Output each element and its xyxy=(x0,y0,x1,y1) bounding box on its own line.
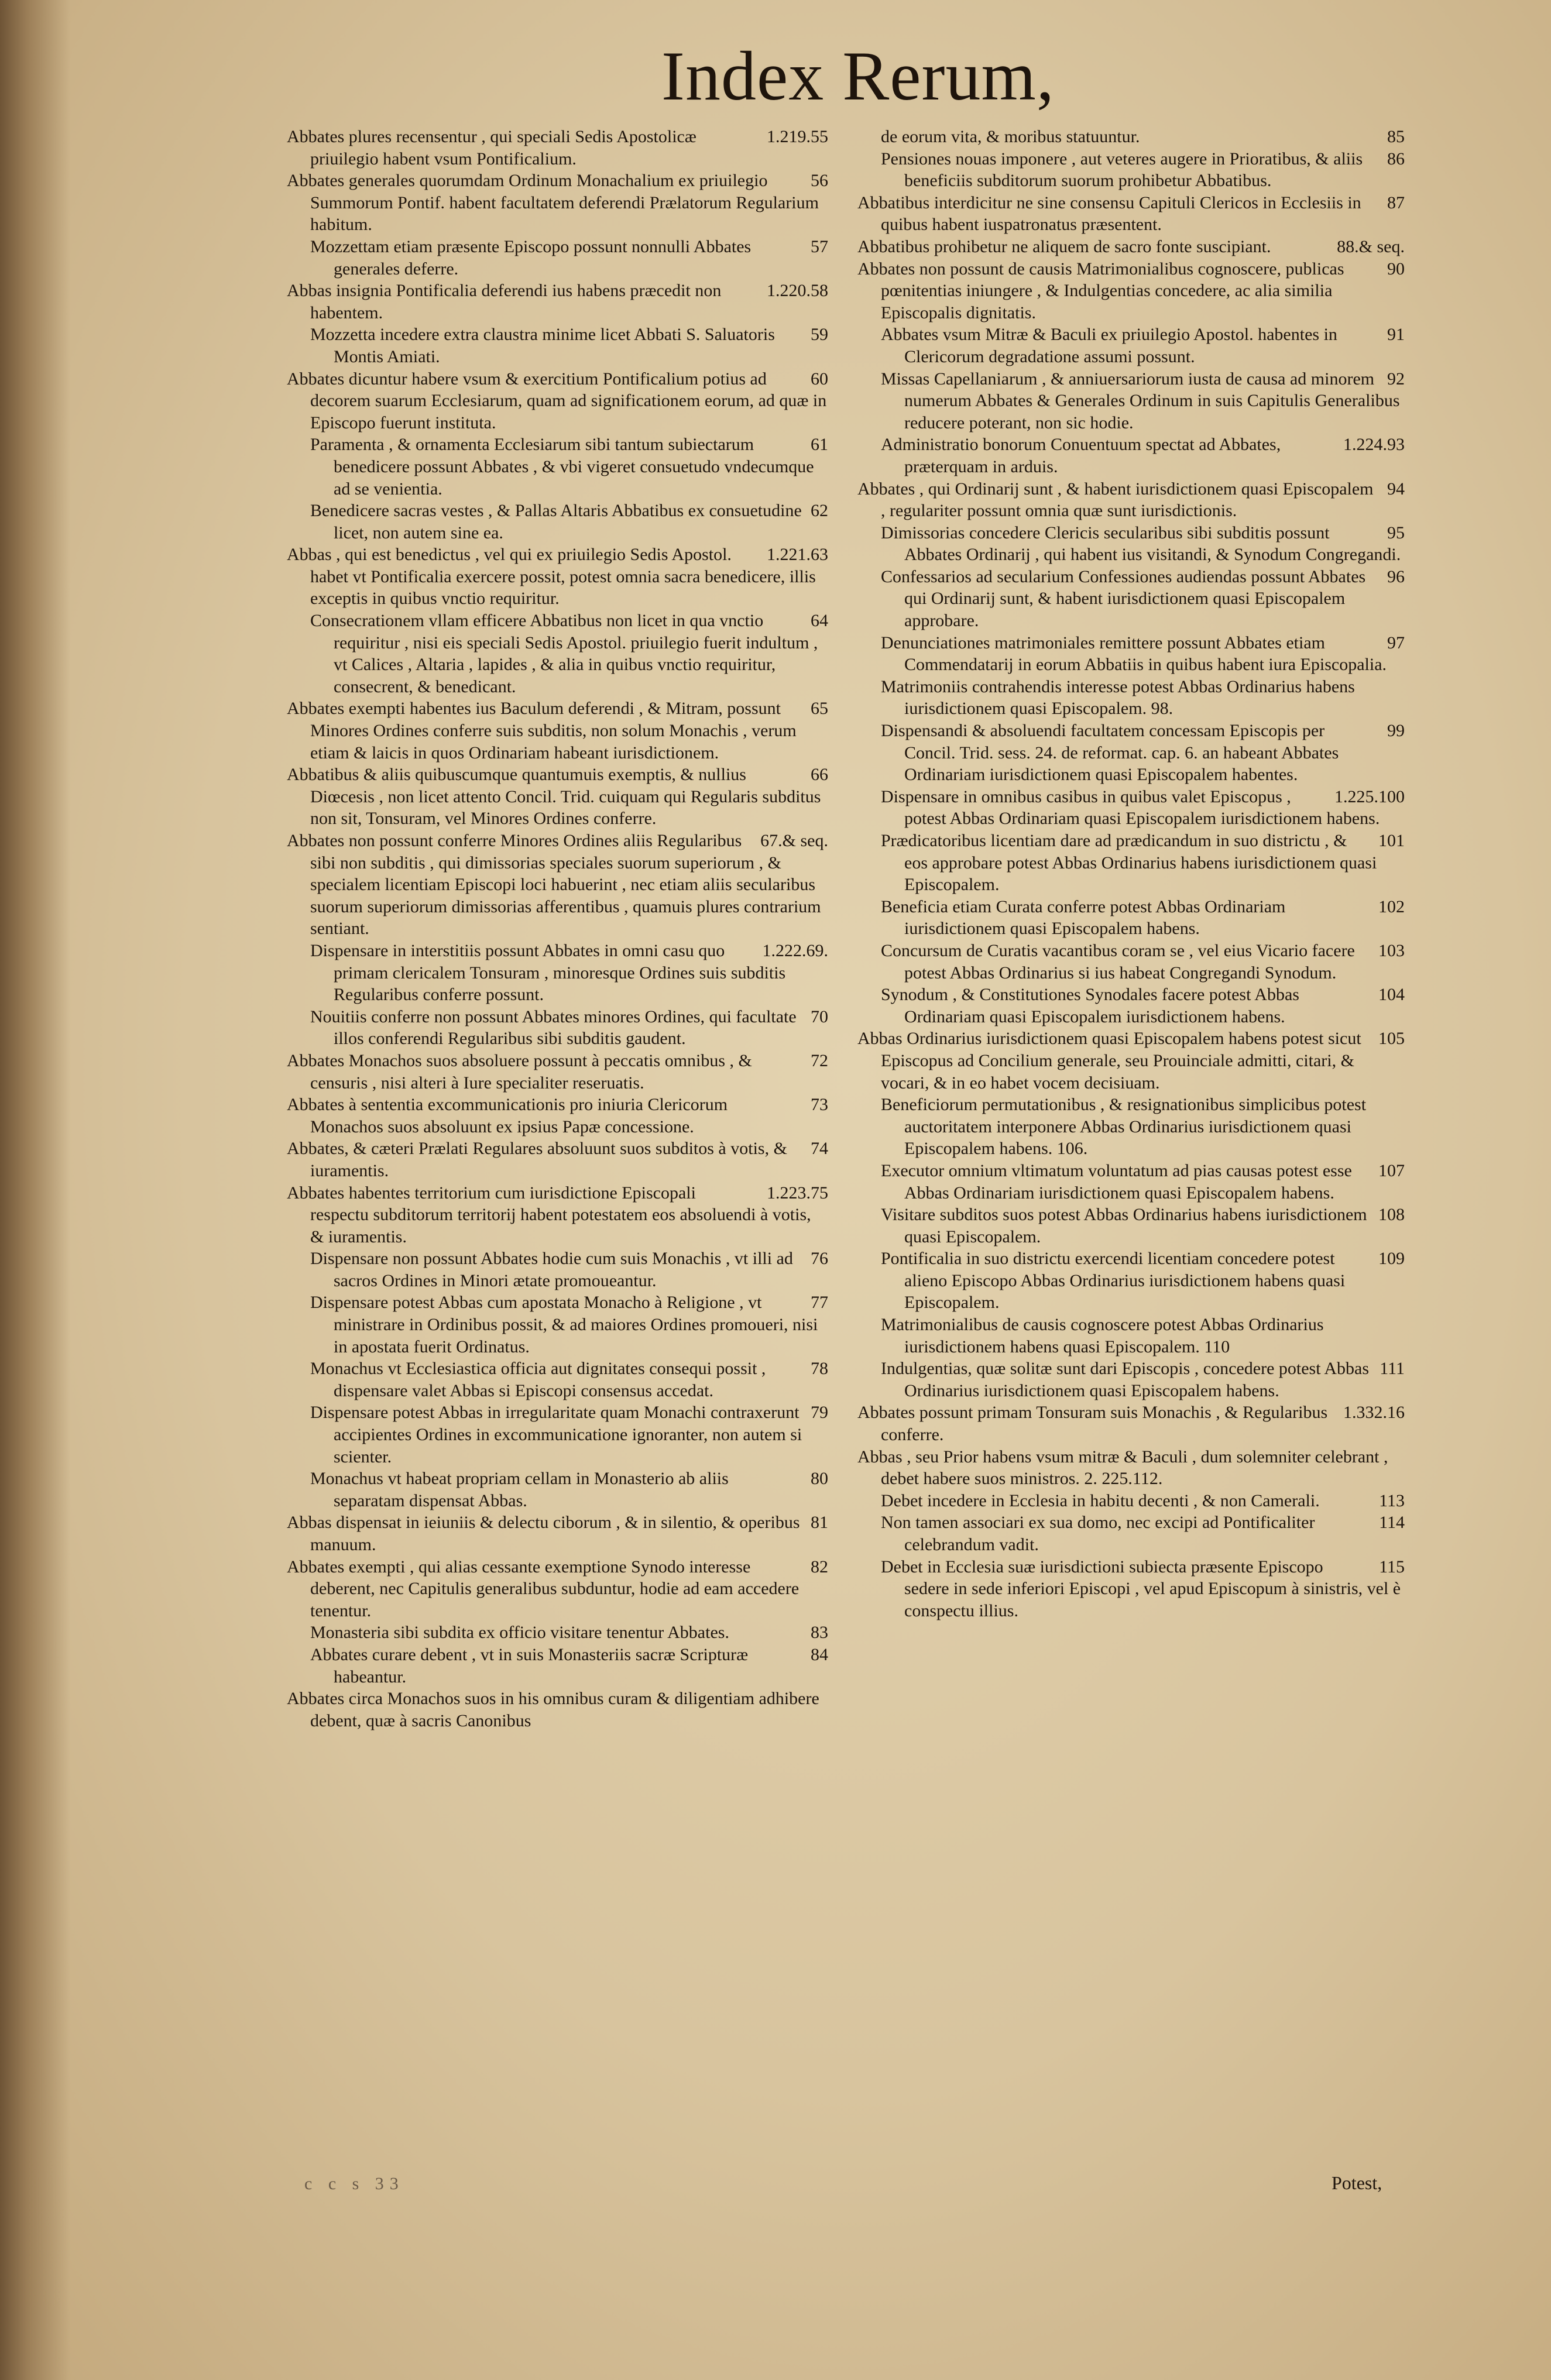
entry-text: Abbas insignia Pontificalia deferendi ius habens præcedit non habentem. xyxy=(287,281,722,322)
index-entry xyxy=(287,1556,828,1622)
entry-page-ref: 108 xyxy=(1378,1205,1405,1225)
entry-page-ref: 1.222.69. xyxy=(762,940,828,960)
signature-mark: c c s 33 xyxy=(304,2174,404,2193)
entry-page-ref: 91 xyxy=(1387,325,1405,345)
index-entry xyxy=(287,830,828,940)
entry-text: Denunciationes matrimoniales remittere possunt Abbates etiam Commendatarij in eorum Abbatiis in quibus habent iura Episcopalia. xyxy=(881,633,1387,675)
index-entry xyxy=(287,1138,828,1182)
entry-text: Missas Capellaniarum , & anniuersariorum iusta de causa ad minorem numerum Abbates & Generales Ordinum in suis Capitulis Generalibus reducere poterant, non sic hodie. xyxy=(881,369,1400,432)
index-entry xyxy=(287,1094,828,1138)
index-entry xyxy=(857,1028,1405,1094)
index-entry xyxy=(287,368,828,434)
entry-text: Abbates dicuntur habere vsum & exercitium Pontificalium potius ad decorem suarum Ecclesiarum, quam ad significationem eorum, ad quæ in Episcopo fuerunt instituta. xyxy=(287,369,827,432)
entry-text: Pontificalia in suo districtu exercendi licentiam concedere potest alieno Episcopo Abbas Ordinarius iurisdictionem habens quasi Episcopalem. xyxy=(881,1249,1346,1313)
index-entry xyxy=(287,940,828,1006)
entry-page-ref: 66 xyxy=(811,765,828,785)
entry-page-ref: 78 xyxy=(811,1359,828,1379)
index-entry xyxy=(857,676,1405,720)
index-entry xyxy=(287,1688,828,1732)
index-entry xyxy=(287,434,828,500)
entry-text: Abbates à sententia excommunicationis pro iniuria Clericorum Monachos suos absoluunt ex ipsius Papæ concessione. xyxy=(287,1095,728,1136)
entry-text: Abbas , seu Prior habens vsum mitræ & Baculi , dum solemniter celebrant , debet habere suos ministros. 2. 225.112. xyxy=(857,1447,1388,1489)
index-entry xyxy=(857,258,1405,324)
entry-text: Abbates Monachos suos absoluere possunt à peccatis omnibus , & censuris , nisi alteri à Iure specialiter reseruatis. xyxy=(287,1050,752,1093)
index-entry xyxy=(857,1556,1405,1622)
index-entry xyxy=(287,698,828,764)
entry-page-ref: 56 xyxy=(811,171,828,191)
index-entry xyxy=(287,1006,828,1050)
entry-page-ref: 1.225.100 xyxy=(1334,787,1405,806)
entry-page-ref: 57 xyxy=(811,236,828,256)
entry-page-ref: 82 xyxy=(811,1557,828,1577)
entry-page-ref: 94 xyxy=(1387,479,1405,499)
entry-page-ref: 92 xyxy=(1387,369,1405,389)
index-entry xyxy=(857,566,1405,632)
index-entry xyxy=(287,1512,828,1555)
entry-text: Abbates plures recensentur , qui speciali Sedis Apostolicæ priuilegio habent vsum Pontificalium. xyxy=(287,127,696,169)
entry-text: Dimissorias concedere Clericis secularibus sibi subditis possunt Abbates Ordinarij , qui habent ius visitandi, & Synodum Congregandi. xyxy=(881,523,1401,565)
index-entry xyxy=(857,720,1405,786)
entry-page-ref: 84 xyxy=(811,1644,828,1664)
index-entry xyxy=(857,434,1405,478)
entry-page-ref: 59 xyxy=(811,325,828,345)
entry-text: Dispensare in interstitiis possunt Abbates in omni casu quo primam clericalem Tonsuram , minoresque Ordines suis subditis Regularibus conferre possunt. xyxy=(310,940,786,1005)
index-entry xyxy=(857,896,1405,940)
index-entry xyxy=(857,368,1405,434)
entry-page-ref: 81 xyxy=(811,1513,828,1533)
entry-text: Abbas , qui est benedictus , vel qui ex priuilegio Sedis Apostol. habet vt Pontificalia exercere possit, potest omnia sacra benedicere, illis exceptis in quibus vnctio requiritur. xyxy=(287,545,816,609)
entry-page-ref: 96 xyxy=(1387,566,1405,586)
index-entry xyxy=(857,1204,1405,1248)
entry-text: Abbates non possunt conferre Minores Ordines aliis Regularibus sibi non subditis , qui dimissorias speciales suorum superiorum , & specialem licentiam Episcopi loci habuerint , nec etiam aliis secularibus suorum superiorum dimissorias afferentibus , quamuis plures contrarium sentiant. xyxy=(287,831,821,939)
entry-text: Prædicatoribus licentiam dare ad prædicandum in suo districtu , & eos approbare potest Abbas Ordinarius habens iurisdictionem quasi Episcopalem. xyxy=(881,831,1377,895)
entry-text: Abbates circa Monachos suos in his omnibus curam & diligentiam adhibere debent, quæ à sacris Canonibus xyxy=(287,1689,819,1730)
entry-text: Dispensare in omnibus casibus in quibus valet Episcopus , potest Abbas Ordinariam quasi Episcopalem iurisdictionem habens. xyxy=(881,787,1380,829)
entry-page-ref: 109 xyxy=(1378,1249,1405,1269)
entry-text: Abbas Ordinarius iurisdictionem quasi Episcopalem habens potest sicut Episcopus ad Concilium generale, seu Prouinciale admitti, citari, & vocari, & in eo habet vocem decisiuam. xyxy=(857,1029,1361,1093)
entry-text: Abbates generales quorumdam Ordinum Monachalium ex priuilegio Summorum Pontif. habent facultatem deferendi Prælatorum Regularium habitum. xyxy=(287,171,819,235)
entry-page-ref: 99 xyxy=(1387,721,1405,741)
index-entry xyxy=(287,170,828,236)
index-entry xyxy=(287,764,828,830)
entry-page-ref: 115 xyxy=(1379,1557,1405,1577)
entry-text: Abbates , qui Ordinarij sunt , & habent iurisdictionem quasi Episcopalem , regulariter possunt omnia quæ sunt iurisdictionis. xyxy=(857,479,1374,521)
index-entry xyxy=(287,1622,828,1644)
entry-page-ref: 76 xyxy=(811,1249,828,1269)
index-entry xyxy=(857,192,1405,236)
index-entry xyxy=(287,1292,828,1358)
entry-page-ref: 72 xyxy=(811,1050,828,1070)
binding-shadow xyxy=(0,0,70,2380)
index-entry xyxy=(287,324,828,368)
entry-page-ref: 79 xyxy=(811,1403,828,1423)
index-entry xyxy=(857,1248,1405,1314)
entry-page-ref: 74 xyxy=(811,1139,828,1159)
entry-text: Abbates non possunt de causis Matrimonialibus cognoscere, publicas pœnitentias iniungere , & Indulgentias concedere, ac alia similia Episcopalis dignitatis. xyxy=(857,259,1344,322)
entry-text: Synodum , & Constitutiones Synodales facere potest Abbas Ordinariam quasi Episcopalem iurisdictionem habens. xyxy=(881,985,1299,1026)
index-entry xyxy=(857,1402,1405,1445)
entry-page-ref: 1.219.55 xyxy=(767,127,828,146)
entry-text: Pensiones nouas imponere , aut veteres augere in Prioratibus, & aliis beneficiis subditorum suorum prohibetur Abbatibus. xyxy=(881,149,1363,191)
entry-text: Mozzettam etiam præsente Episcopo possunt nonnulli Abbates generales deferre. xyxy=(310,236,752,279)
index-entry xyxy=(857,1314,1405,1358)
entry-text: Administratio bonorum Conuentuum spectat ad Abbates, præterquam in arduis. xyxy=(881,435,1281,476)
index-entry xyxy=(857,522,1405,566)
entry-page-ref: 73 xyxy=(811,1095,828,1115)
index-entry xyxy=(857,478,1405,522)
entry-page-ref: 65 xyxy=(811,699,828,719)
index-entry xyxy=(287,610,828,698)
entry-text: Indulgentias, quæ solitæ sunt dari Episcopis , concedere potest Abbas Ordinarius iurisdictionem quasi Episcopalem habens. xyxy=(881,1359,1370,1400)
index-entry xyxy=(287,500,828,544)
index-entry xyxy=(287,544,828,610)
entry-text: Monachus vt habeat propriam cellam in Monasterio ab aliis separatam dispensat Abbas. xyxy=(310,1469,729,1510)
entry-text: Monasteria sibi subdita ex officio visitare tenentur Abbates. xyxy=(310,1623,729,1643)
index-entry xyxy=(287,1182,828,1248)
entry-page-ref: 97 xyxy=(1387,633,1405,652)
entry-text: Non tamen associari ex sua domo, nec excipi ad Pontificaliter celebrandum vadit. xyxy=(881,1513,1315,1554)
entry-text: Abbates exempti habentes ius Baculum deferendi , & Mitram, possunt Minores Ordines conferre suis subditis, non solum Monachis , verum etiam & laicis in quos Ordinariam habeant iurisdictionem. xyxy=(287,699,797,763)
entry-text: Abbates vsum Mitræ & Baculi ex priuilegio Apostol. habentes in Clericorum degradatione assumi possunt. xyxy=(881,325,1337,366)
entry-text: Monachus vt Ecclesiastica officia aut dignitates consequi possit , dispensare valet Abbas si Episcopi consensus accedat. xyxy=(310,1359,766,1400)
entry-page-ref: 61 xyxy=(811,435,828,455)
entry-text: Dispensare potest Abbas in irregularitate quam Monachi contraxerunt accipientes Ordines in excommunicatione ignoranter, non autem si scienter. xyxy=(310,1403,802,1467)
index-entry xyxy=(857,1446,1405,1490)
entry-text: Benedicere sacras vestes , & Pallas Altaris Abbatibus ex consuetudine licet, non autem sine ea. xyxy=(310,501,802,542)
entry-page-ref: 85 xyxy=(1387,127,1405,146)
entry-page-ref: 77 xyxy=(811,1293,828,1313)
entry-text: Abbatibus & aliis quibuscumque quantumuis exemptis, & nullius Diœcesis , non licet attento Concil. Trid. cuiquam qui Regularis subditus non sit, Tonsuram, vel Minores Ordines conferre. xyxy=(287,765,821,829)
entry-text: Visitare subditos suos potest Abbas Ordinarius habens iurisdictionem quasi Episcopalem. xyxy=(881,1205,1367,1246)
entry-page-ref: 101 xyxy=(1378,831,1405,850)
entry-page-ref: 83 xyxy=(811,1623,828,1643)
catchword: Potest, xyxy=(1332,2172,1382,2193)
entry-text: Matrimoniis contrahendis interesse potest Abbas Ordinarius habens iurisdictionem quasi Episcopalem. 98. xyxy=(881,676,1355,719)
entry-page-ref: 105 xyxy=(1378,1029,1405,1049)
entry-page-ref: 1.224.93 xyxy=(1343,435,1405,455)
entry-text: Abbas dispensat in ieiuniis & delectu ciborum , & in silentio, & operibus manuum. xyxy=(287,1513,800,1554)
index-entry xyxy=(857,1094,1405,1160)
index-entry xyxy=(287,1402,828,1468)
entry-text: Abbatibus interdicitur ne sine consensu Capituli Clericos in Ecclesiis in quibus habent iuspatronatus præsentent. xyxy=(857,193,1361,235)
index-entry xyxy=(287,1644,828,1688)
entry-page-ref: 86 xyxy=(1387,149,1405,169)
entry-text: Confessarios ad secularium Confessiones audiendas possunt Abbates qui Ordinarij sunt, & habent iurisdictionem quasi Episcopalem approbare. xyxy=(881,566,1366,631)
entry-text: Executor omnium vltimatum voluntatum ad pias causas potest esse Abbas Ordinariam iurisdictionem quasi Episcopalem habens. xyxy=(881,1160,1352,1203)
page-title: Index Rerum, xyxy=(661,37,1055,115)
entry-page-ref: 103 xyxy=(1378,940,1405,960)
left-column xyxy=(287,126,828,1732)
entry-text: Dispensandi & absoluendi facultatem concessam Episcopis per Concil. Trid. sess. 24. de reformat. cap. 6. an habeant Abbates Ordinariam iurisdictionem quasi Episcopalem habentes. xyxy=(881,721,1339,785)
entry-page-ref: 67.& seq. xyxy=(760,831,828,850)
index-entry xyxy=(857,236,1405,258)
entry-text: Abbates habentes territorium cum iurisdictione Episcopali respectu subditorum territorij habent potestatem eos absoluendi à votis, & iuramentis. xyxy=(287,1183,811,1246)
entry-text: Mozzetta incedere extra claustra minime licet Abbati S. Saluatoris Montis Amiati. xyxy=(310,325,775,366)
entry-text: Debet incedere in Ecclesia in habitu decenti , & non Camerali. xyxy=(881,1490,1320,1510)
index-entry xyxy=(857,1358,1405,1402)
entry-text: Dispensare potest Abbas cum apostata Monacho à Religione , vt ministrare in Ordinibus possit, & ad maiores Ordines promoueri, nisi in apostata fuerit Ordinatus. xyxy=(310,1293,818,1356)
entry-page-ref: 104 xyxy=(1378,985,1405,1005)
index-entry xyxy=(857,632,1405,676)
entry-page-ref: 87 xyxy=(1387,193,1405,212)
index-entry xyxy=(857,148,1405,192)
entry-page-ref: 60 xyxy=(811,369,828,389)
entry-text: Abbates exempti , qui alias cessante exemptione Synodo interesse deberent, nec Capitulis generalibus subduntur, hodie ad eam accedere tenentur. xyxy=(287,1557,799,1620)
entry-text: Nouitiis conferre non possunt Abbates minores Ordines, qui facultate illos conferendi Regularibus sibi subditis gaudent. xyxy=(310,1007,797,1049)
index-entry xyxy=(287,280,828,324)
entry-page-ref: 64 xyxy=(811,611,828,631)
right-column xyxy=(857,126,1405,1622)
entry-text: Debet in Ecclesia suæ iurisdictioni subiecta præsente Episcopo sedere in sede inferiori Episcopi , vel apud Episcopum à sinistris, vel è conspectu illius. xyxy=(881,1557,1401,1620)
index-entry xyxy=(287,126,828,170)
index-entry xyxy=(857,830,1405,896)
entry-page-ref: 102 xyxy=(1378,897,1405,916)
index-entry xyxy=(857,1490,1405,1512)
entry-page-ref: 1.332.16 xyxy=(1343,1403,1405,1423)
index-entry xyxy=(857,786,1405,830)
entry-page-ref: 1.221.63 xyxy=(767,545,828,565)
entry-page-ref: 1.223.75 xyxy=(767,1183,828,1203)
entry-text: Beneficia etiam Curata conferre potest Abbas Ordinariam iurisdictionem quasi Episcopalem habens. xyxy=(881,897,1286,939)
entry-text: Abbates curare debent , vt in suis Monasteriis sacræ Scripturæ habeantur. xyxy=(310,1644,749,1687)
index-entry xyxy=(857,1160,1405,1204)
entry-page-ref: 80 xyxy=(811,1469,828,1489)
entry-page-ref: 107 xyxy=(1378,1160,1405,1180)
entry-text: Paramenta , & ornamenta Ecclesiarum sibi tantum subiectarum benedicere possunt Abbates , & vbi vigeret consuetudo vndecumque ad se venientia. xyxy=(310,435,814,499)
index-entry xyxy=(857,126,1405,148)
index-entry xyxy=(287,1050,828,1094)
entry-text: Dispensare non possunt Abbates hodie cum suis Monachis , vt illi ad sacros Ordines in Minori ætate promoueantur. xyxy=(310,1249,793,1290)
index-entry xyxy=(857,1512,1405,1555)
entry-text: Abbates, & cæteri Prælati Regulares absoluunt suos subditos à votis, & iuramentis. xyxy=(287,1139,787,1180)
entry-page-ref: 90 xyxy=(1387,259,1405,279)
index-entry xyxy=(857,984,1405,1028)
entry-text: Beneficiorum permutationibus , & resignationibus simplicibus potest auctoritatem interponere Abbas Ordinarius iurisdictionem quasi Episcopalem habens. 106. xyxy=(881,1095,1367,1159)
entry-text: Abbatibus prohibetur ne aliquem de sacro fonte suscipiant. xyxy=(857,236,1271,256)
entry-page-ref: 95 xyxy=(1387,523,1405,542)
entry-page-ref: 1.220.58 xyxy=(767,281,828,301)
entry-page-ref: 111 xyxy=(1380,1359,1405,1379)
index-entry xyxy=(287,1468,828,1512)
entry-page-ref: 88.& seq. xyxy=(1337,236,1405,256)
index-entry xyxy=(287,1358,828,1402)
index-entry xyxy=(857,324,1405,368)
entry-text: Consecrationem vllam efficere Abbatibus non licet in qua vnctio requiritur , nisi eis speciali Sedis Apostol. priuilegio fuerit indultum , vt Calices , Altaria , lapides , & alia in quibus vnctio requiritur, consecrent, & benedicant. xyxy=(310,611,818,696)
entry-page-ref: 114 xyxy=(1379,1513,1405,1533)
entry-text: Abbates possunt primam Tonsuram suis Monachis , & Regularibus conferre. xyxy=(857,1403,1328,1445)
entry-page-ref: 62 xyxy=(811,501,828,521)
entry-page-ref: 113 xyxy=(1379,1490,1405,1510)
entry-text: Concursum de Curatis vacantibus coram se , vel eius Vicario facere potest Abbas Ordinarius si ius habeat Congregandi Synodum. xyxy=(881,940,1355,983)
index-entry xyxy=(287,236,828,280)
entry-text: Matrimonialibus de causis cognoscere potest Abbas Ordinarius iurisdictionem habens quasi Episcopalem. 110 xyxy=(881,1315,1324,1356)
entry-page-ref: 70 xyxy=(811,1007,828,1026)
index-entry xyxy=(287,1248,828,1292)
entry-text: de eorum vita, & moribus statuuntur. xyxy=(881,127,1140,146)
index-entry xyxy=(857,940,1405,984)
